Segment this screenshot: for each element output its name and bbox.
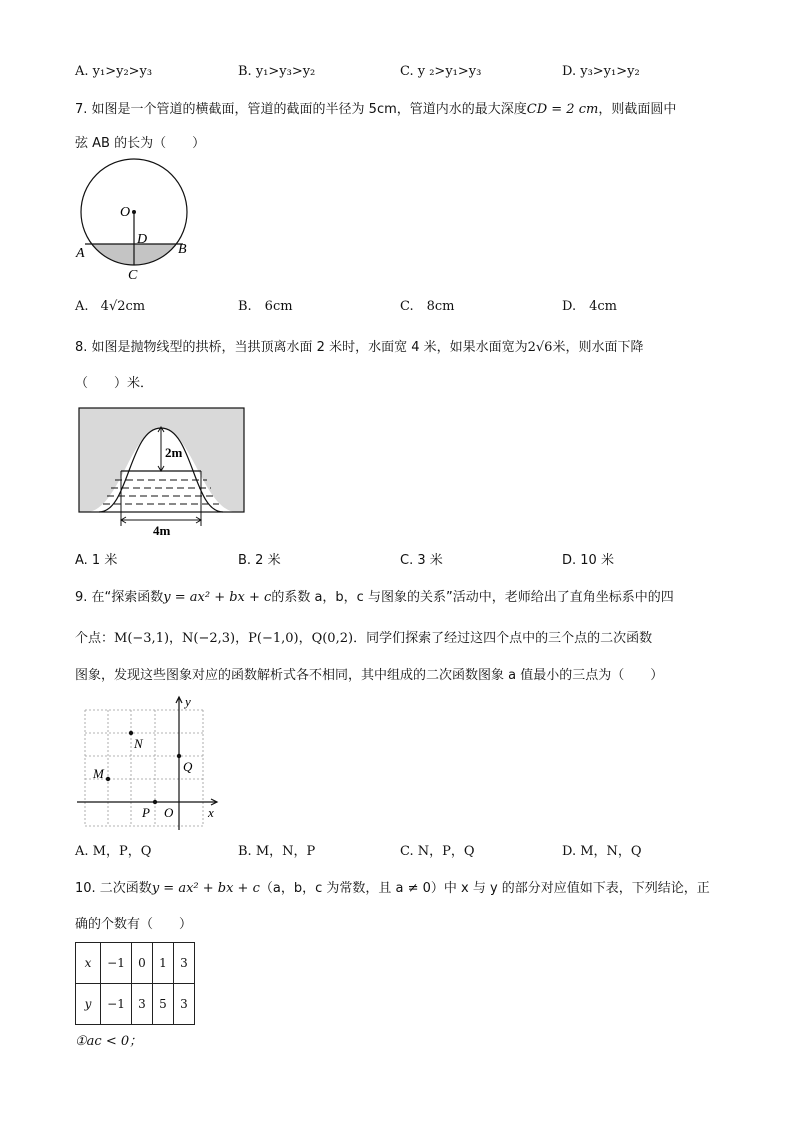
q9-stem-line2-a: 个点： <box>75 631 115 646</box>
label-q: Q <box>183 759 193 774</box>
q7-option-c: C. 8cm <box>400 299 455 314</box>
q8-expr: 2√6 <box>527 340 553 355</box>
q6-option-b: B. y₁>y₃>y₂ <box>238 64 316 79</box>
label-p: P <box>142 805 150 820</box>
q9-option-b: B. M，N，P <box>238 844 316 859</box>
table-header-y: y <box>76 984 101 1025</box>
label-m: M <box>93 766 104 781</box>
q8-stem-end: 米，则水面下降 <box>552 340 644 355</box>
q7-expr: CD = 2 cm <box>526 102 599 117</box>
table-row-x <box>76 943 195 984</box>
q8-option-c: C. 3 米 <box>400 553 443 568</box>
q10-stem-line2: 确的个数有（ ） <box>75 917 193 932</box>
table-cell: −1 <box>101 984 132 1025</box>
q9-points: M(−3,1)，N(−2,3)，P(−1,0)，Q(0,2) <box>114 631 354 646</box>
q7-stem-line1 <box>75 101 676 119</box>
table-cell: 3 <box>132 984 153 1025</box>
q7-stem-end: ，则截面圆中 <box>598 102 677 117</box>
q9-stem-text-b: 的系数 a，b，c 与图象的关系”活动中，老师给出了直角坐标系中的四 <box>271 590 674 605</box>
y-axis-label: y <box>185 694 191 709</box>
q9-stem-line2-b: ．同学们探索了经过这四个点中的三个点的二次函数 <box>353 631 653 646</box>
origin-label: O <box>164 805 174 820</box>
q10-stem-text-b: （a，b，c 为常数，且 a ≠ 0）中 x 与 y 的部分对应值如下表，下列结论，正 <box>259 881 710 896</box>
q8-stem-line1 <box>75 339 643 357</box>
label-o: O <box>120 205 131 220</box>
table-cell: 5 <box>153 984 174 1025</box>
q10-stem-text-a: 10. 二次函数 <box>75 881 152 896</box>
width-label: 4m <box>153 523 171 538</box>
table-cell: 0 <box>132 943 153 984</box>
q10-stem-line1 <box>75 880 710 898</box>
label-a: A <box>76 246 85 261</box>
point-m <box>106 777 110 781</box>
q8-option-a: A. 1 米 <box>75 553 118 568</box>
q9-stem-line3: 图象，发现这些图象对应的函数解析式各不相同，其中组成的二次函数图象 a 值最小的三点为（ ） <box>75 668 664 683</box>
q9-option-c: C. N，P，Q <box>400 844 475 859</box>
height-label: 2m <box>165 445 183 460</box>
q6-option-d: D. y₃>y₁>y₂ <box>562 64 640 79</box>
q10-function: y = ax² + bx + c <box>151 881 260 896</box>
label-n: N <box>134 736 143 751</box>
water-segment <box>75 244 225 304</box>
table-cell: −1 <box>101 943 132 984</box>
q7-stem-line2: 弦 AB 的长为（ ） <box>75 136 206 151</box>
x-axis-label: x <box>208 805 214 820</box>
q7-option-b: B. 6cm <box>238 299 293 314</box>
table-cell: 3 <box>174 984 195 1025</box>
table-row-y <box>76 984 195 1025</box>
q8-stem-line2: （ ）米． <box>75 376 154 391</box>
water-lines <box>99 480 223 512</box>
q9-option-a: A. M，P，Q <box>75 844 152 859</box>
label-c: C <box>128 268 138 283</box>
label-d: D <box>137 232 148 247</box>
point-n <box>129 731 133 735</box>
q7-circle-figure <box>75 160 225 288</box>
center-point <box>132 210 136 214</box>
q7-option-d: D. 4cm <box>562 299 617 314</box>
q9-stem-line1 <box>75 589 674 607</box>
q10-conclusion-1: ①ac < 0； <box>75 1034 143 1049</box>
table-cell: 1 <box>153 943 174 984</box>
q7-stem-text: 7. 如图是一个管道的横截面，管道的截面的半径为 5cm，管道内水的最大深度 <box>75 102 527 117</box>
q6-option-a: A. y₁>y₂>y₃ <box>75 64 153 79</box>
point-q <box>177 754 181 758</box>
q7-option-a-prefix: A. <box>75 299 89 314</box>
q8-stem-text: 8. 如图是抛物线型的拱桥，当拱顶离水面 2 米时，水面宽 4 米，如果水面宽为 <box>75 340 528 355</box>
q9-function: y = ax² + bx + c <box>163 590 272 605</box>
q6-option-c: C. y ₂>y₁>y₃ <box>400 64 482 79</box>
q7-option-a <box>75 298 145 316</box>
q8-option-b: B. 2 米 <box>238 553 281 568</box>
point-p <box>153 800 157 804</box>
q8-option-d: D. 10 米 <box>562 553 614 568</box>
q9-stem-line2 <box>75 630 652 648</box>
q9-stem-text-a: 9. 在“探索函数 <box>75 590 164 605</box>
label-b: B <box>178 242 187 257</box>
q7-option-a-value: 4√2cm <box>100 299 146 314</box>
table-cell: 3 <box>174 943 195 984</box>
q9-option-d: D. M，N，Q <box>562 844 642 859</box>
q9-coordinate-graph <box>75 693 225 833</box>
table-header-x: x <box>76 943 101 984</box>
q10-value-table <box>75 942 195 1025</box>
q8-bridge-figure <box>79 408 247 540</box>
